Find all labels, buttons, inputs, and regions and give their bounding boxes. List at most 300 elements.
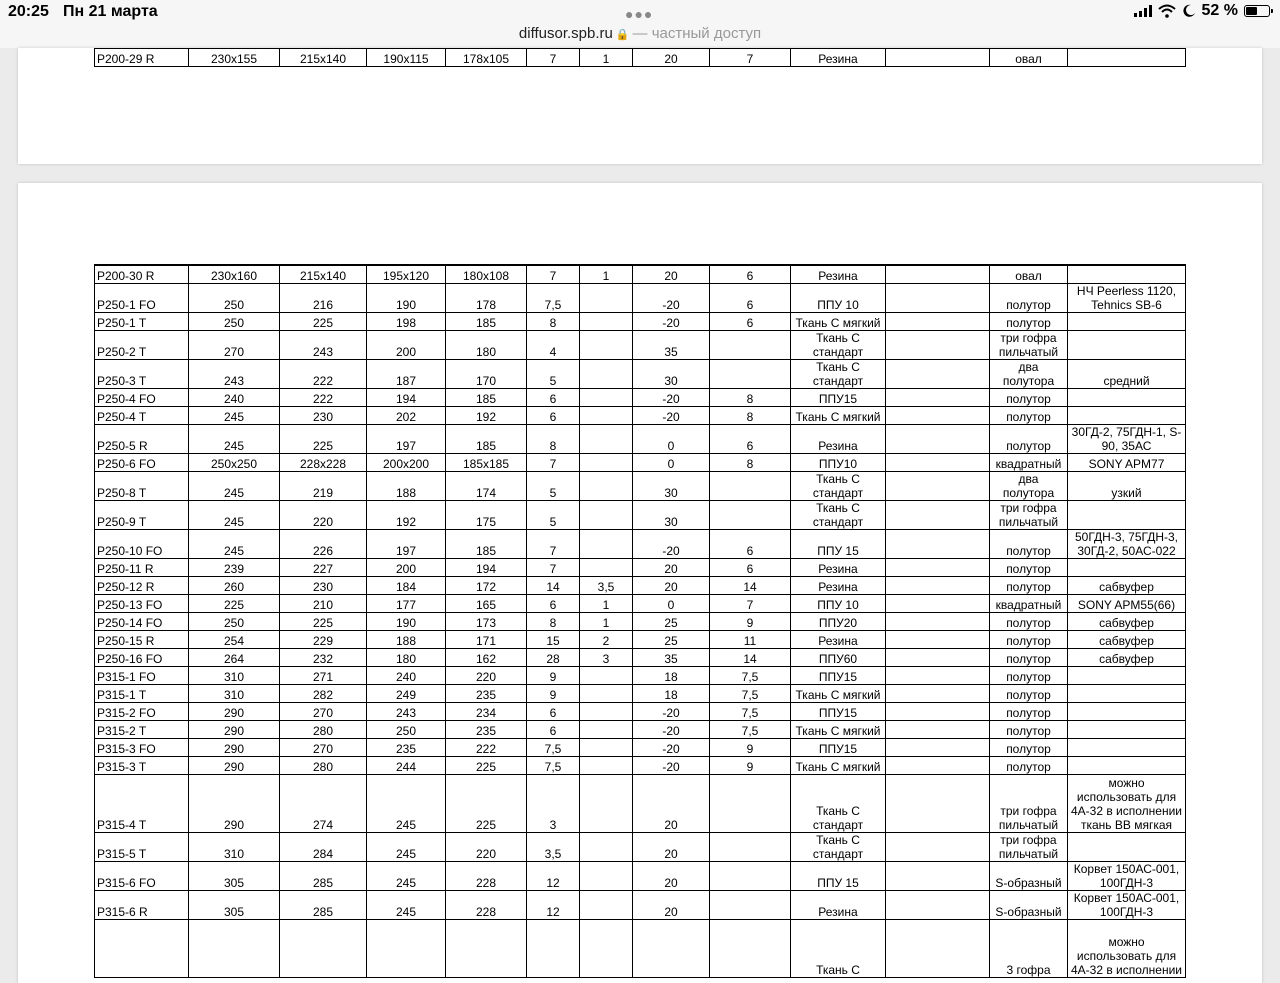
table-cell	[633, 919, 710, 977]
table-cell: 220	[446, 666, 527, 684]
table-cell	[886, 406, 990, 424]
table-cell: P250-4 T	[95, 406, 189, 424]
table-cell: P250-8 T	[95, 471, 189, 500]
table-cell: P315-1 FO	[95, 666, 189, 684]
table-cell: 310	[189, 832, 280, 861]
table-cell: Резина	[791, 630, 886, 648]
table-cell	[710, 890, 791, 919]
table-row	[95, 919, 1186, 977]
table-cell: 5	[527, 500, 580, 529]
table-cell: 305	[189, 861, 280, 890]
table-cell	[886, 471, 990, 500]
table-row	[95, 576, 1186, 594]
table-cell	[1068, 756, 1186, 774]
table-cell: 7	[527, 49, 580, 67]
table-row	[95, 756, 1186, 774]
table-cell: три гофра пильчатый	[990, 500, 1068, 529]
table-cell: 25	[633, 630, 710, 648]
table-cell: ППУ15	[791, 738, 886, 756]
table-cell: P250-15 R	[95, 630, 189, 648]
table-cell: три гофра пильчатый	[990, 832, 1068, 861]
lock-icon: 🔒	[615, 29, 630, 41]
table-cell: P250-1 T	[95, 312, 189, 330]
table-cell	[886, 666, 990, 684]
table-cell: P250-1 FO	[95, 283, 189, 312]
table-cell: 20	[633, 576, 710, 594]
table-cell: 20	[633, 49, 710, 67]
table-cell: P315-3 T	[95, 756, 189, 774]
table-cell: -20	[633, 529, 710, 558]
table-cell: 178	[446, 283, 527, 312]
table-cell: 305	[189, 890, 280, 919]
table-cell: Ткань С стандарт	[791, 500, 886, 529]
table-cell: Ткань С стандарт	[791, 832, 886, 861]
table-cell	[446, 919, 527, 977]
table-cell: P250-11 R	[95, 558, 189, 576]
table-cell: 226	[280, 529, 367, 558]
table-cell	[527, 919, 580, 977]
table-cell: 185	[446, 388, 527, 406]
table-cell: 228	[446, 890, 527, 919]
table-cell: 232	[280, 648, 367, 666]
table-cell: 254	[189, 630, 280, 648]
table-cell: 280	[280, 756, 367, 774]
table-cell: 222	[280, 359, 367, 388]
table-cell	[1068, 330, 1186, 359]
table-cell: полутор	[990, 612, 1068, 630]
table-row	[95, 471, 1186, 500]
table-cell: 228	[446, 861, 527, 890]
table-cell: ППУ 10	[791, 594, 886, 612]
table-row	[95, 265, 1186, 283]
table-cell: 200	[367, 558, 446, 576]
table-cell: 30	[633, 471, 710, 500]
table-cell: 230	[280, 406, 367, 424]
table-cell: 7,5	[710, 684, 791, 702]
table-cell: 243	[367, 702, 446, 720]
table-cell: S-образный	[990, 890, 1068, 919]
table-cell	[367, 919, 446, 977]
table-cell: 190	[367, 283, 446, 312]
pdf-page-1	[18, 48, 1262, 164]
table-row	[95, 684, 1186, 702]
table-cell: P250-3 T	[95, 359, 189, 388]
table-row	[95, 283, 1186, 312]
table-cell: ППУ60	[791, 648, 886, 666]
table-cell	[710, 471, 791, 500]
table-cell	[886, 702, 990, 720]
table-cell	[710, 500, 791, 529]
table-cell: 245	[189, 424, 280, 453]
wifi-icon	[1158, 4, 1176, 18]
table-cell: 174	[446, 471, 527, 500]
table-cell: 6	[710, 529, 791, 558]
table-cell	[580, 919, 633, 977]
table-cell: 20	[633, 265, 710, 283]
table-row	[95, 424, 1186, 453]
table-cell: 225	[446, 756, 527, 774]
table-cell: 210	[280, 594, 367, 612]
table-cell: 7,5	[710, 666, 791, 684]
table-cell: полутор	[990, 684, 1068, 702]
table-cell: P250-2 T	[95, 330, 189, 359]
table-cell: P250-13 FO	[95, 594, 189, 612]
table-cell: 187	[367, 359, 446, 388]
table-cell: 25	[633, 612, 710, 630]
table-cell: P250-5 R	[95, 424, 189, 453]
table-cell: 1	[580, 265, 633, 283]
table-cell: Ткань С	[791, 919, 886, 977]
table-cell	[580, 406, 633, 424]
table-cell: 14	[527, 576, 580, 594]
table-cell: 6	[527, 702, 580, 720]
table-cell: SONY APM55(66)	[1068, 594, 1186, 612]
table-cell: можно использовать для 4А-32 в исполнении ткань ВВ мягкая	[1068, 774, 1186, 832]
table-cell: 170	[446, 359, 527, 388]
table-cell	[710, 919, 791, 977]
table-cell: 290	[189, 756, 280, 774]
table-cell: 225	[446, 774, 527, 832]
table-cell: 234	[446, 702, 527, 720]
table-cell: 177	[367, 594, 446, 612]
table-cell: 7	[527, 453, 580, 471]
table-cell: 5	[527, 471, 580, 500]
table-row	[95, 774, 1186, 832]
table-cell: -20	[633, 702, 710, 720]
table-cell	[95, 919, 189, 977]
table-cell: ППУ15	[791, 666, 886, 684]
table-cell	[189, 919, 280, 977]
table-cell: НЧ Peerless 1120, Tehnics SB-6	[1068, 283, 1186, 312]
table-cell: 3,5	[580, 576, 633, 594]
table-cell	[886, 630, 990, 648]
table-cell: 270	[189, 330, 280, 359]
table-cell: 250	[189, 612, 280, 630]
table-cell: Ткань С мягкий	[791, 406, 886, 424]
table-cell	[580, 702, 633, 720]
table-cell: полутор	[990, 406, 1068, 424]
table-cell: 5	[527, 359, 580, 388]
private-access-label: — частный доступ	[632, 25, 762, 42]
table-cell	[886, 529, 990, 558]
table-cell	[886, 453, 990, 471]
table-cell: 184	[367, 576, 446, 594]
table-cell: 194	[367, 388, 446, 406]
table-cell: 1	[580, 49, 633, 67]
table-cell: 245	[367, 774, 446, 832]
table-cell: 9	[710, 612, 791, 630]
table-cell	[886, 359, 990, 388]
table-cell: 6	[710, 283, 791, 312]
table-cell: 1	[580, 594, 633, 612]
table-row	[95, 312, 1186, 330]
table-cell: 4	[527, 330, 580, 359]
table-cell	[1068, 832, 1186, 861]
table-cell: 280	[280, 720, 367, 738]
table-cell: P250-16 FO	[95, 648, 189, 666]
table-row	[95, 406, 1186, 424]
table-cell: Резина	[791, 558, 886, 576]
table-cell: 250x250	[189, 453, 280, 471]
table-cell: 192	[446, 406, 527, 424]
table-row	[95, 720, 1186, 738]
table-cell: 282	[280, 684, 367, 702]
table-cell: 165	[446, 594, 527, 612]
table-cell	[710, 330, 791, 359]
table-cell: полутор	[990, 388, 1068, 406]
status-time: 20:25	[8, 3, 49, 20]
table-cell: Ткань С стандарт	[791, 774, 886, 832]
table-cell: 274	[280, 774, 367, 832]
table-cell: 3	[580, 648, 633, 666]
table-row	[95, 594, 1186, 612]
table-cell: 202	[367, 406, 446, 424]
address-bar[interactable]	[0, 25, 1280, 42]
table-cell: квадратный	[990, 453, 1068, 471]
table-cell: P250-10 FO	[95, 529, 189, 558]
table-cell: 0	[633, 453, 710, 471]
table-cell: 173	[446, 612, 527, 630]
table-cell: Резина	[791, 49, 886, 67]
table-cell: 20	[633, 890, 710, 919]
table-cell: 7	[527, 529, 580, 558]
table-cell: три гофра пильчатый	[990, 774, 1068, 832]
table-cell: 225	[280, 424, 367, 453]
table-cell: 35	[633, 330, 710, 359]
table-cell: P250-6 FO	[95, 453, 189, 471]
table-cell: 230x160	[189, 265, 280, 283]
table-cell: 225	[280, 312, 367, 330]
table-cell: -20	[633, 738, 710, 756]
table-cell	[710, 359, 791, 388]
table-cell: 12	[527, 890, 580, 919]
table-cell: 270	[280, 738, 367, 756]
table-cell: Ткань С мягкий	[791, 684, 886, 702]
table-cell: 9	[710, 738, 791, 756]
table-cell: 230	[280, 576, 367, 594]
table-cell: 178x105	[446, 49, 527, 67]
table-cell	[1068, 500, 1186, 529]
table-cell: 245	[367, 890, 446, 919]
table-cell: -20	[633, 406, 710, 424]
table-cell: P315-5 T	[95, 832, 189, 861]
table-cell: 162	[446, 648, 527, 666]
table-cell: 249	[367, 684, 446, 702]
table-cell: полутор	[990, 738, 1068, 756]
table-cell	[886, 283, 990, 312]
table-cell: средний	[1068, 359, 1186, 388]
table-cell: 250	[189, 283, 280, 312]
table-cell: P315-6 R	[95, 890, 189, 919]
table-cell: 222	[446, 738, 527, 756]
table-cell	[580, 283, 633, 312]
table-cell: P315-6 FO	[95, 861, 189, 890]
table-cell	[580, 558, 633, 576]
table-cell: 192	[367, 500, 446, 529]
table-cell: 194	[446, 558, 527, 576]
table-cell	[1068, 265, 1186, 283]
table-cell: 245	[189, 471, 280, 500]
table-cell: 35	[633, 648, 710, 666]
table-cell: P315-3 FO	[95, 738, 189, 756]
table-cell: 14	[710, 576, 791, 594]
table-cell: овал	[990, 265, 1068, 283]
table-cell: 197	[367, 424, 446, 453]
table-cell: 220	[280, 500, 367, 529]
multitasking-dots-icon[interactable]: ●●●	[625, 6, 654, 22]
table-cell: ППУ 15	[791, 861, 886, 890]
table-cell: сабвуфер	[1068, 576, 1186, 594]
table-cell	[1068, 312, 1186, 330]
table-cell: 6	[527, 594, 580, 612]
table-cell	[886, 558, 990, 576]
table-row	[95, 890, 1186, 919]
table-row	[95, 453, 1186, 471]
table-cell: полутор	[990, 720, 1068, 738]
table-cell: 20	[633, 861, 710, 890]
table-cell: 6	[710, 558, 791, 576]
table-cell: S-образный	[990, 861, 1068, 890]
table-cell: P200-30 R	[95, 265, 189, 283]
table-cell: 197	[367, 529, 446, 558]
table-cell: 20	[633, 832, 710, 861]
table-cell	[580, 312, 633, 330]
table-cell	[580, 832, 633, 861]
specs-table-page2	[94, 264, 1186, 978]
table-row	[95, 630, 1186, 648]
table-cell	[886, 684, 990, 702]
table-cell: полутор	[990, 283, 1068, 312]
table-cell: P315-4 T	[95, 774, 189, 832]
table-cell: 8	[527, 612, 580, 630]
table-cell: 245	[367, 861, 446, 890]
table-cell: полутор	[990, 576, 1068, 594]
table-cell	[1068, 388, 1186, 406]
table-cell	[886, 424, 990, 453]
table-cell: 30	[633, 359, 710, 388]
table-cell: 3,5	[527, 832, 580, 861]
table-cell: 175	[446, 500, 527, 529]
table-cell: полутор	[990, 558, 1068, 576]
moon-icon	[1182, 4, 1196, 18]
table-cell: 190x115	[367, 49, 446, 67]
table-cell: P315-1 T	[95, 684, 189, 702]
table-cell	[580, 774, 633, 832]
table-cell: 225	[280, 612, 367, 630]
table-cell	[710, 774, 791, 832]
table-cell: 235	[446, 684, 527, 702]
table-cell	[886, 49, 990, 67]
table-cell	[580, 666, 633, 684]
url-host: diffusor.spb.ru	[518, 25, 613, 42]
table-cell: 180	[367, 648, 446, 666]
table-cell: 7	[710, 594, 791, 612]
specs-table-page1	[94, 48, 1186, 67]
table-cell: 20	[633, 774, 710, 832]
table-cell: 2	[580, 630, 633, 648]
table-cell: 245	[189, 406, 280, 424]
table-cell	[580, 453, 633, 471]
table-cell: 225	[189, 594, 280, 612]
table-cell: 6	[527, 406, 580, 424]
table-cell: ППУ15	[791, 702, 886, 720]
table-cell: 8	[710, 406, 791, 424]
table-cell	[580, 861, 633, 890]
table-cell: 185x185	[446, 453, 527, 471]
table-row	[95, 500, 1186, 529]
table-cell	[580, 890, 633, 919]
table-cell: ППУ 15	[791, 529, 886, 558]
table-cell: ППУ 10	[791, 283, 886, 312]
table-cell: 240	[367, 666, 446, 684]
table-cell: 216	[280, 283, 367, 312]
table-cell	[886, 738, 990, 756]
table-cell: 285	[280, 890, 367, 919]
table-cell: Ткань С стандарт	[791, 471, 886, 500]
table-row	[95, 49, 1186, 67]
table-cell	[580, 388, 633, 406]
table-cell: полутор	[990, 424, 1068, 453]
table-cell	[580, 720, 633, 738]
table-cell: 172	[446, 576, 527, 594]
table-cell: -20	[633, 756, 710, 774]
table-cell: -20	[633, 720, 710, 738]
table-cell: 11	[710, 630, 791, 648]
table-cell: 7,5	[527, 756, 580, 774]
table-cell: 198	[367, 312, 446, 330]
table-cell: полутор	[990, 312, 1068, 330]
table-cell: 243	[189, 359, 280, 388]
table-cell: ППУ15	[791, 388, 886, 406]
table-row	[95, 359, 1186, 388]
table-row	[95, 861, 1186, 890]
table-row	[95, 388, 1186, 406]
table-cell: P250-9 T	[95, 500, 189, 529]
table-cell	[886, 756, 990, 774]
table-cell	[1068, 720, 1186, 738]
table-cell	[1068, 558, 1186, 576]
table-cell: 264	[189, 648, 280, 666]
table-cell: 310	[189, 666, 280, 684]
table-cell: полутор	[990, 529, 1068, 558]
table-cell: узкий	[1068, 471, 1186, 500]
table-cell: P315-2 FO	[95, 702, 189, 720]
table-row	[95, 558, 1186, 576]
table-cell: 200	[367, 330, 446, 359]
table-cell: 188	[367, 630, 446, 648]
table-cell: квадратный	[990, 594, 1068, 612]
table-row	[95, 702, 1186, 720]
table-cell: 7,5	[527, 283, 580, 312]
table-cell: 250	[367, 720, 446, 738]
table-cell: 9	[527, 666, 580, 684]
table-cell: 20	[633, 558, 710, 576]
table-cell: 220	[446, 832, 527, 861]
table-cell: 6	[710, 424, 791, 453]
table-cell: 15	[527, 630, 580, 648]
table-cell: 185	[446, 529, 527, 558]
table-cell: 30	[633, 500, 710, 529]
table-cell: 240	[189, 388, 280, 406]
table-cell: сабвуфер	[1068, 648, 1186, 666]
table-cell	[886, 594, 990, 612]
table-cell	[886, 774, 990, 832]
table-cell: полутор	[990, 756, 1068, 774]
table-cell: 250	[189, 312, 280, 330]
table-cell: P200-29 R	[95, 49, 189, 67]
table-cell: 28	[527, 648, 580, 666]
table-cell	[580, 529, 633, 558]
